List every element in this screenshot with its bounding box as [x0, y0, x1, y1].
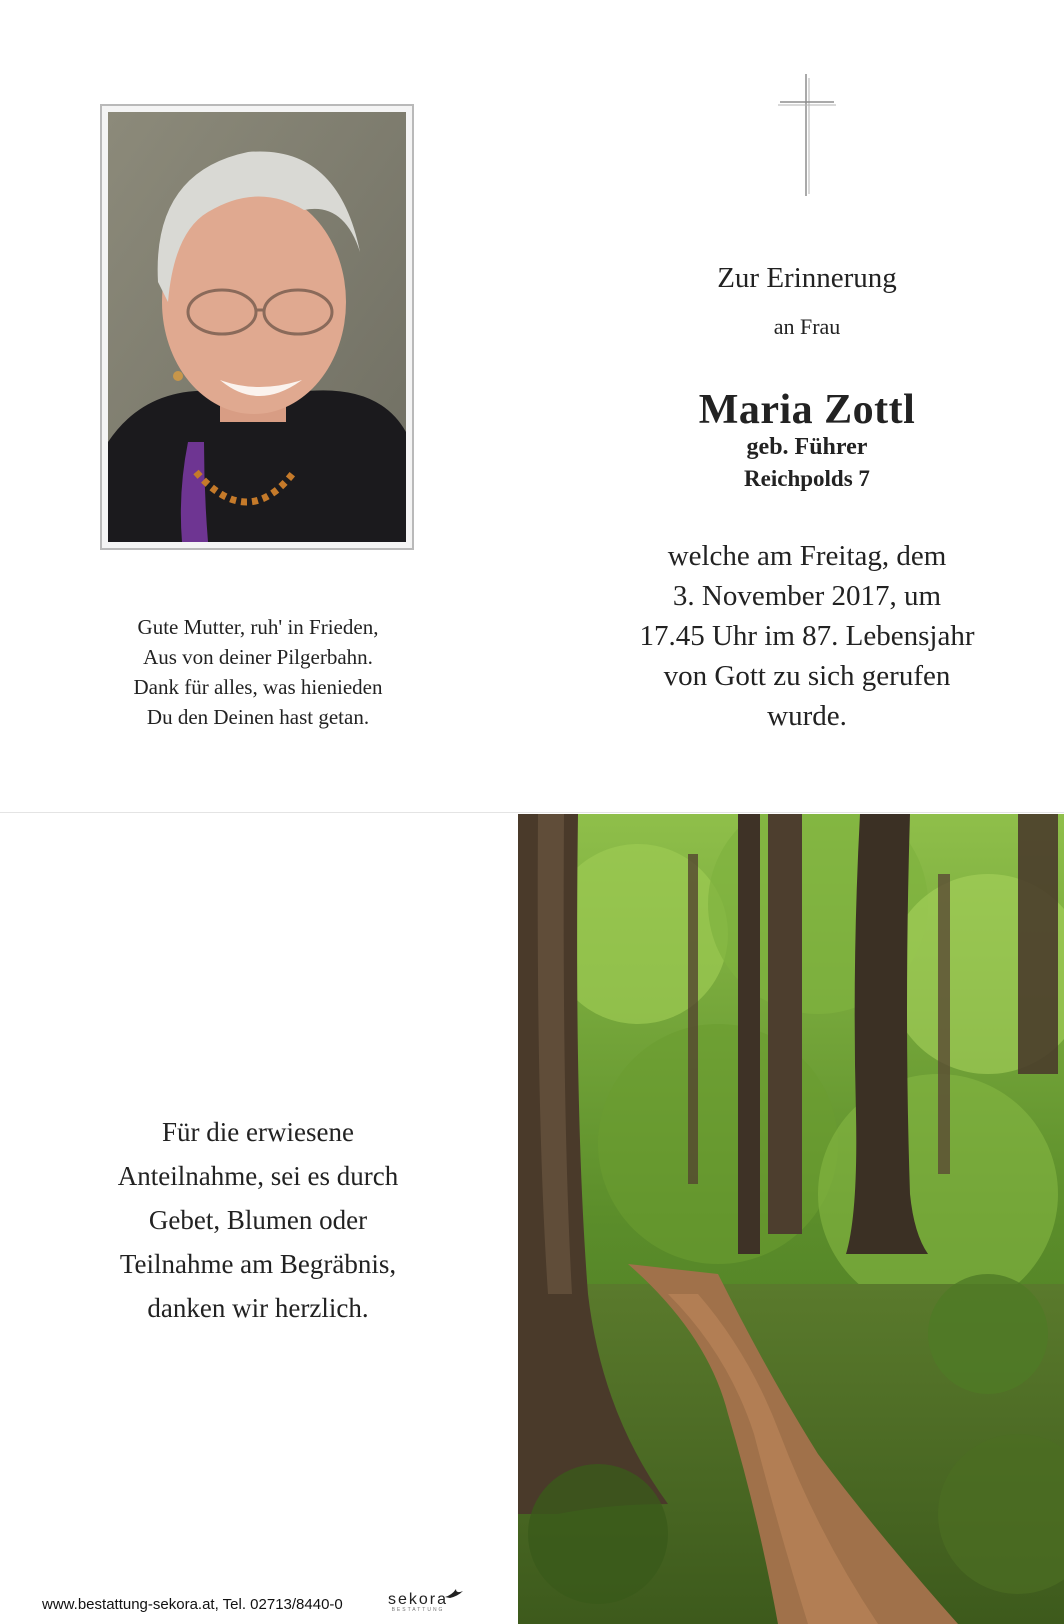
thanks-line: Für die erwiesene — [162, 1117, 354, 1147]
thanks-line: Gebet, Blumen oder — [148, 1205, 368, 1235]
thanks-line: Anteilnahme, sei es durch — [117, 1161, 399, 1191]
death-line: 17.45 Uhr im 87. Lebensjahr — [639, 620, 975, 652]
poem-line: Gute Mutter, ruh' in Frieden, — [137, 615, 379, 639]
undertaker-logo — [388, 1591, 448, 1613]
death-line: 3. November 2017, um — [672, 580, 942, 612]
deceased-name: Maria Zottl — [698, 387, 916, 433]
death-line: welche am Freitag, dem — [667, 540, 947, 572]
logo-name: sekora — [388, 1591, 449, 1608]
poem — [60, 612, 456, 732]
poem-line: Du den Deinen hast getan. — [146, 705, 370, 729]
thanks-text — [60, 1110, 456, 1330]
memorial-intro: Zur Erinnerung — [717, 262, 897, 294]
thanks-line: Teilnahme am Begräbnis, — [119, 1249, 397, 1279]
bird-icon — [444, 1587, 464, 1599]
salutation: an Frau — [773, 314, 841, 339]
fold-line — [0, 812, 1064, 813]
footer-contact: www.bestattung-sekora.at, Tel. 02713/8440-0 — [42, 1596, 343, 1613]
portrait-photo — [108, 112, 406, 542]
death-line: von Gott zu sich gerufen — [663, 660, 951, 692]
address: Reichpolds 7 — [744, 466, 870, 491]
birth-name: geb. Führer — [746, 434, 868, 460]
death-notice — [600, 536, 1014, 736]
poem-line: Dank für alles, was hienieden — [133, 675, 383, 699]
poem-line: Aus von deiner Pilgerbahn. — [143, 645, 373, 669]
forest-path-image — [518, 814, 1064, 1624]
death-line: wurde. — [767, 700, 847, 732]
cross-icon — [776, 72, 838, 200]
thanks-line: danken wir herzlich. — [147, 1293, 369, 1323]
logo-subtitle: BESTATTUNG — [391, 1607, 445, 1613]
